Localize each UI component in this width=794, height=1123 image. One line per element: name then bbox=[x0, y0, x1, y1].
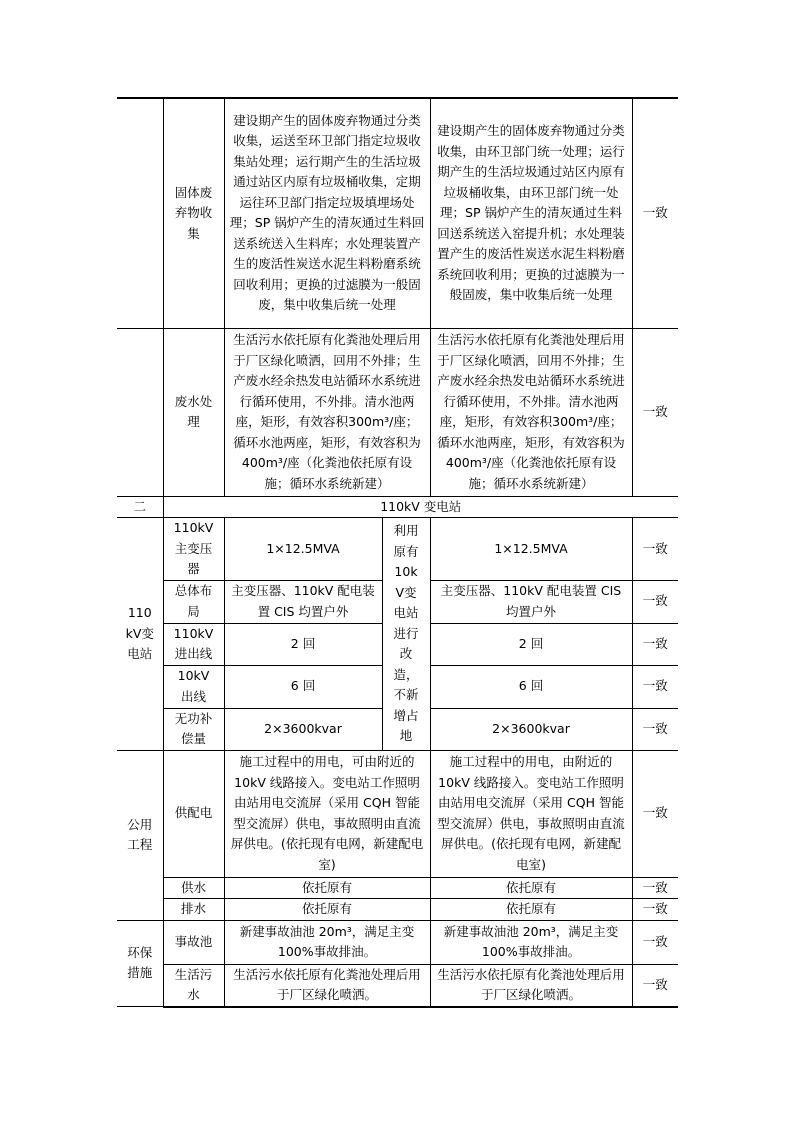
before-cell: 建设期产生的固体废弃物通过分类收集，运送至环卫部门指定垃圾收集站处理；运行期产生的生活垃圾通过站区内原有垃圾桶收集，定期运往环卫部门指定垃圾填埋场处理；SP 锅炉产生的清灰通过生料回送系统送入生料库；水处理装置产生的废活性炭送水泥生料粉磨系统回收利用；更换的过滤膜为一般固废，集中收集后统一处理 bbox=[224, 98, 430, 328]
item-cell: 生活污水 bbox=[163, 964, 224, 1007]
result-cell: 一致 bbox=[632, 518, 678, 581]
before-cell: 生活污水依托原有化粪池处理后用于厂区绿化喷洒，回用不外排；生产废水经余热发电站循环水系统进行循环使用，不外排。清水池两座，矩形，有效容积300m³/座；循环水池两座，矩形，有效容积为400m³/座（化粪池依托原有设施；循环水系统新建） bbox=[224, 328, 430, 496]
before-cell: 依托原有 bbox=[224, 877, 430, 899]
before-cell: 2 回 bbox=[224, 623, 382, 665]
group-cell-empty bbox=[117, 98, 163, 328]
note-cell: 利用原有10kV变电站进行改造，不新增占地 bbox=[382, 518, 430, 751]
before-cell: 施工过程中的用电，可由附近的10kV 线路接入。变电站工作照明由站用电交流屏（采用 CQH 智能型交流屏）供电，事故照明由直流屏供电。(依托现有电网，新建配电室) bbox=[224, 750, 430, 877]
before-cell: 1×12.5MVA bbox=[224, 518, 382, 581]
item-cell: 固体废弃物收集 bbox=[163, 98, 224, 328]
result-cell: 一致 bbox=[632, 899, 678, 921]
before-cell: 主变压器、110kV 配电装置 CIS 均置户外 bbox=[224, 580, 382, 623]
item-cell: 供水 bbox=[163, 877, 224, 899]
table-row bbox=[117, 328, 678, 496]
before-cell: 6 回 bbox=[224, 665, 382, 708]
group-cell: 公用工程 bbox=[117, 750, 163, 920]
table-row bbox=[117, 750, 678, 877]
after-cell: 6 回 bbox=[430, 665, 632, 708]
result-cell: 一致 bbox=[632, 328, 678, 496]
table-row bbox=[117, 920, 678, 964]
table-row bbox=[117, 98, 678, 328]
comparison-table bbox=[117, 97, 678, 1008]
before-cell: 2×3600kvar bbox=[224, 708, 382, 750]
after-cell: 1×12.5MVA bbox=[430, 518, 632, 581]
result-cell: 一致 bbox=[632, 623, 678, 665]
item-cell: 110kV主变压器 bbox=[163, 518, 224, 581]
section-number: 二 bbox=[117, 496, 163, 518]
item-cell: 110kV进出线 bbox=[163, 623, 224, 665]
result-cell: 一致 bbox=[632, 920, 678, 964]
item-cell: 排水 bbox=[163, 899, 224, 921]
before-cell: 生活污水依托原有化粪池处理后用于厂区绿化喷洒。 bbox=[224, 964, 430, 1007]
result-cell: 一致 bbox=[632, 708, 678, 750]
result-cell: 一致 bbox=[632, 98, 678, 328]
after-cell: 施工过程中的用电，由附近的10kV 线路接入。变电站工作照明由站用电交流屏（采用 CQH 智能型交流屏）供电，事故照明由直流屏供电。(依托现有电网，新建配电室) bbox=[430, 750, 632, 877]
table-row bbox=[117, 899, 678, 921]
section-header-row bbox=[117, 496, 678, 518]
result-cell: 一致 bbox=[632, 580, 678, 623]
result-cell: 一致 bbox=[632, 750, 678, 877]
result-cell: 一致 bbox=[632, 877, 678, 899]
section-title: 110kV 变电站 bbox=[163, 496, 678, 518]
group-cell: 环保措施 bbox=[117, 920, 163, 1007]
before-cell: 新建事故油池 20m³，满足主变100%事故排油。 bbox=[224, 920, 430, 964]
after-cell: 新建事故油池 20m³，满足主变100%事故排油。 bbox=[430, 920, 632, 964]
result-cell: 一致 bbox=[632, 964, 678, 1007]
after-cell: 2×3600kvar bbox=[430, 708, 632, 750]
after-cell: 2 回 bbox=[430, 623, 632, 665]
after-cell: 生活污水依托原有化粪池处理后用于厂区绿化喷洒，回用不外排；生产废水经余热发电站循环水系统进行循环使用，不外排。清水池两座，矩形，有效容积300m³/座；循环水池两座，矩形，有效容积为400m³/座（化粪池依托原有设施；循环水系统新建） bbox=[430, 328, 632, 496]
after-cell: 建设期产生的固体废弃物通过分类收集，由环卫部门统一处理；运行期产生的生活垃圾通过站区内原有垃圾桶收集，由环卫部门统一处理；SP 锅炉产生的清灰通过生料回送系统送入窑提升机；水处理装置产生的废活性炭送水泥生料粉磨系统回收利用；更换的过滤膜为一般固废，集中收集后统一处理 bbox=[430, 98, 632, 328]
item-cell: 无功补偿量 bbox=[163, 708, 224, 750]
after-cell: 生活污水依托原有化粪池处理后用于厂区绿化喷洒。 bbox=[430, 964, 632, 1007]
table-row bbox=[117, 877, 678, 899]
item-cell: 供配电 bbox=[163, 750, 224, 877]
after-cell: 依托原有 bbox=[430, 877, 632, 899]
group-cell-empty bbox=[117, 328, 163, 496]
item-cell: 10kV出线 bbox=[163, 665, 224, 708]
item-cell: 总体布局 bbox=[163, 580, 224, 623]
after-cell: 依托原有 bbox=[430, 899, 632, 921]
table-row bbox=[117, 518, 678, 581]
before-cell: 依托原有 bbox=[224, 899, 430, 921]
item-cell: 事故池 bbox=[163, 920, 224, 964]
item-cell: 废水处理 bbox=[163, 328, 224, 496]
group-cell: 110kV变电站 bbox=[117, 518, 163, 751]
result-cell: 一致 bbox=[632, 665, 678, 708]
table-row bbox=[117, 964, 678, 1007]
after-cell: 主变压器、110kV 配电装置 CIS 均置户外 bbox=[430, 580, 632, 623]
